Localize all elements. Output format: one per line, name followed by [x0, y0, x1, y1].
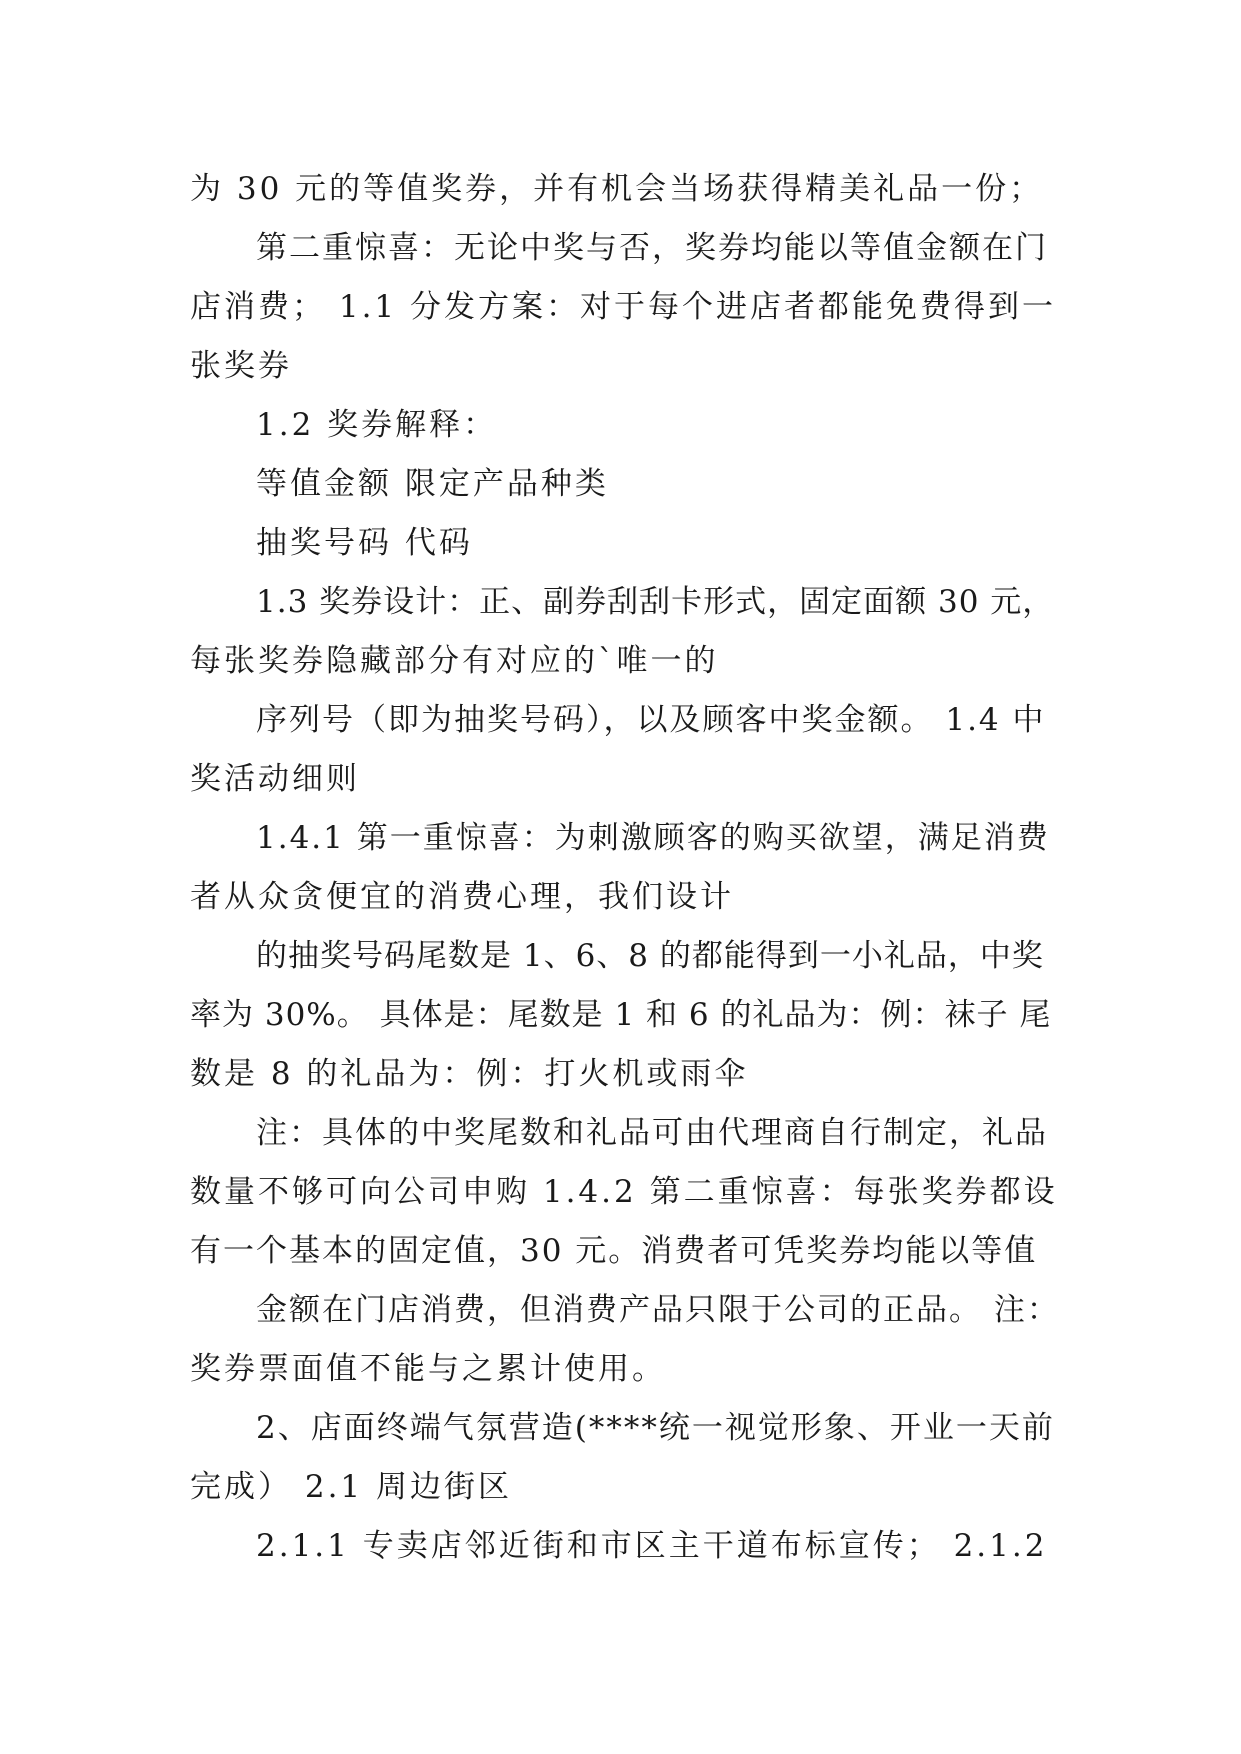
text-line: 注：具体的中奖尾数和礼品可由代理商自行制定，礼品: [256, 1115, 1048, 1151]
text-line: 序列号（即为抽奖号码），以及顾客中奖金额。 1.4 中: [256, 702, 1046, 738]
document-body: [190, 160, 1060, 1576]
text-line: 数量不够可向公司申购 1.4.2 第二重惊喜：每张奖券都设: [190, 1174, 1058, 1210]
text-line: 有一个基本的固定值，30 元。消费者可凭奖券均能以等值: [190, 1233, 1038, 1269]
text-line: 第二重惊喜：无论中奖与否，奖券均能以等值金额在门: [256, 230, 1048, 266]
text-line: 为 30 元的等值奖券，并有机会当场获得精美礼品一份；: [190, 171, 1044, 207]
text-line: 1.2 奖券解释：: [256, 407, 498, 443]
text-line: 2.1.1 专卖店邻近街和市区主干道布标宣传； 2.1.2: [256, 1528, 1048, 1564]
text-line: 等值金额 限定产品种类: [256, 466, 609, 502]
text-line: 完成） 2.1 周边街区: [190, 1469, 513, 1505]
text-line: 1.4.1 第一重惊喜：为刺激顾客的购买欲望，满足消费: [256, 820, 1050, 856]
text-line: 奖活动细则: [190, 761, 360, 797]
text-line: 抽奖号码 代码: [256, 525, 473, 561]
text-line: 2、店面终端气氛营造(****统一视觉形象、开业一天前: [256, 1410, 1055, 1446]
text-line: 张奖券: [190, 348, 292, 384]
text-line: 每张奖券隐藏部分有对应的`唯一的: [190, 643, 719, 679]
text-line: 奖券票面值不能与之累计使用。: [190, 1351, 666, 1387]
text-line: 者从众贪便宜的消费心理，我们设计: [190, 879, 734, 915]
text-line: 的抽奖号码尾数是 1、6、8 的都能得到一小礼品，中奖: [256, 938, 1044, 974]
text-line: 率为 30%。 具体是：尾数是 1 和 6 的礼品为：例：袜子 尾: [190, 997, 1052, 1033]
text-line: 店消费； 1.1 分发方案：对于每个进店者都能免费得到一: [190, 289, 1057, 325]
text-line: 数是 8 的礼品为：例：打火机或雨伞: [190, 1056, 749, 1092]
text-line: 金额在门店消费，但消费产品只限于公司的正品。 注：: [256, 1292, 1060, 1328]
text-line: 1.3 奖券设计：正、副券刮刮卡形式，固定面额 30 元，: [256, 584, 1055, 620]
